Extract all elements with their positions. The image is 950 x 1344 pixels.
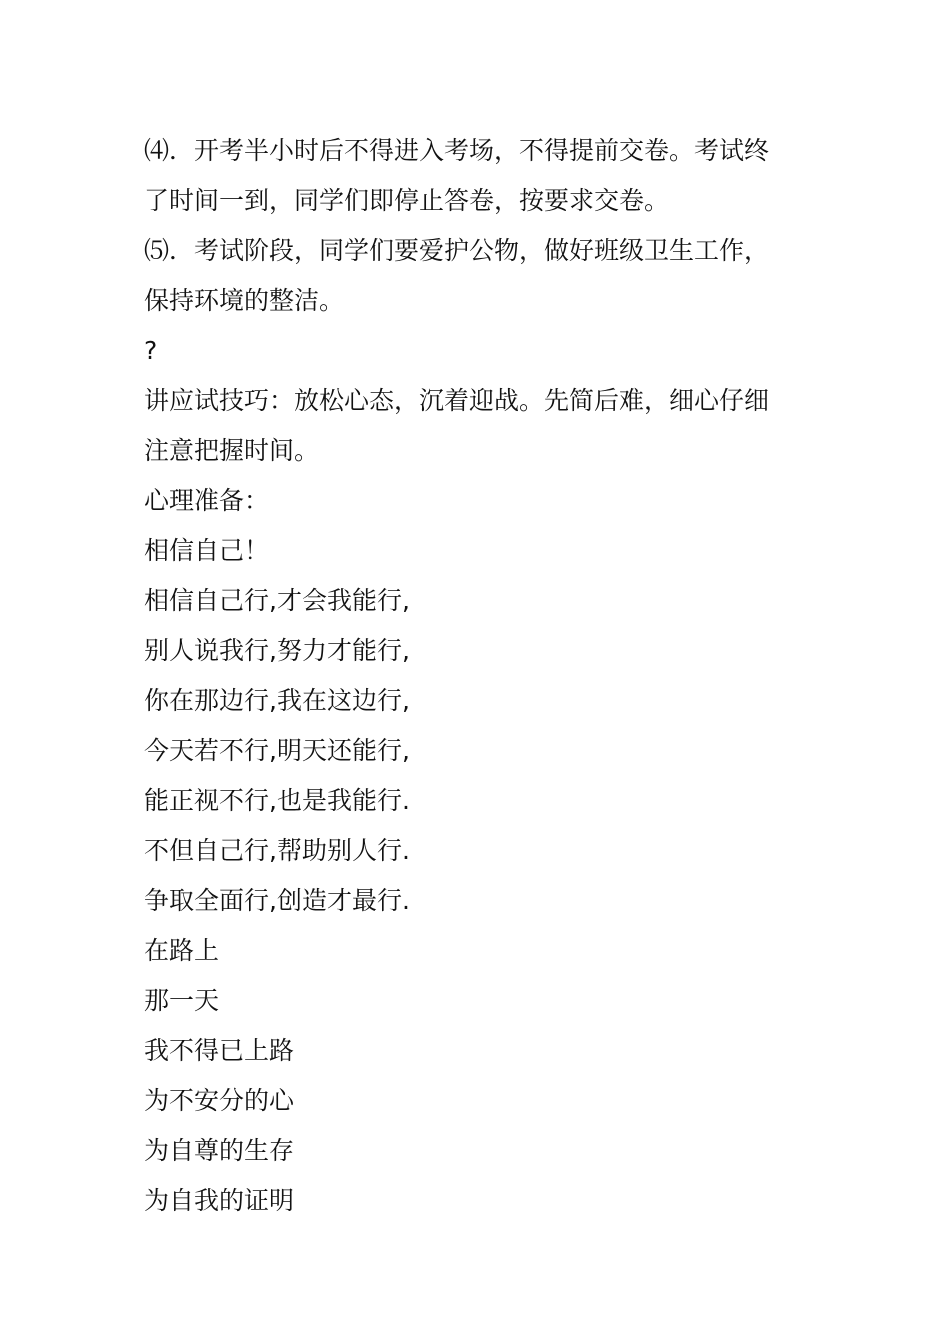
text-line: 能正视不行,也是我能行.: [144, 786, 410, 815]
text-line: 讲应试技巧：放松心态，沉着迎战。先简后难，细心仔细: [144, 386, 770, 415]
text-line: 那一天: [144, 986, 220, 1015]
text-line: 保持环境的整洁。: [144, 286, 345, 315]
text-line: 心理准备：: [144, 486, 270, 515]
document-body: [144, 126, 814, 1226]
text-line: 相信自己！: [144, 536, 270, 565]
text-line: 我不得已上路: [144, 1036, 295, 1065]
text-line: ?: [144, 336, 158, 365]
text-line: 你在那边行,我在这边行,: [144, 686, 410, 715]
text-line: 别人说我行,努力才能行,: [144, 636, 410, 665]
text-line: 相信自己行,才会我能行,: [144, 586, 410, 615]
text-line: ⑸．考试阶段，同学们要爱护公物，做好班级卫生工作，: [144, 236, 770, 265]
text-line: ⑷．开考半小时后不得进入考场，不得提前交卷。考试终: [144, 136, 770, 165]
text-line: 争取全面行,创造才最行.: [144, 886, 410, 915]
text-line: 了时间一到，同学们即停止答卷，按要求交卷。: [144, 186, 670, 215]
text-line: 不但自己行,帮助别人行.: [144, 836, 410, 865]
text-line: 今天若不行,明天还能行,: [144, 736, 410, 765]
text-line: 在路上: [144, 936, 220, 965]
text-line: 为自我的证明: [144, 1186, 295, 1215]
text-line: 为自尊的生存: [144, 1136, 295, 1165]
text-line: 为不安分的心: [144, 1086, 295, 1115]
text-line: 注意把握时间。: [144, 436, 320, 465]
